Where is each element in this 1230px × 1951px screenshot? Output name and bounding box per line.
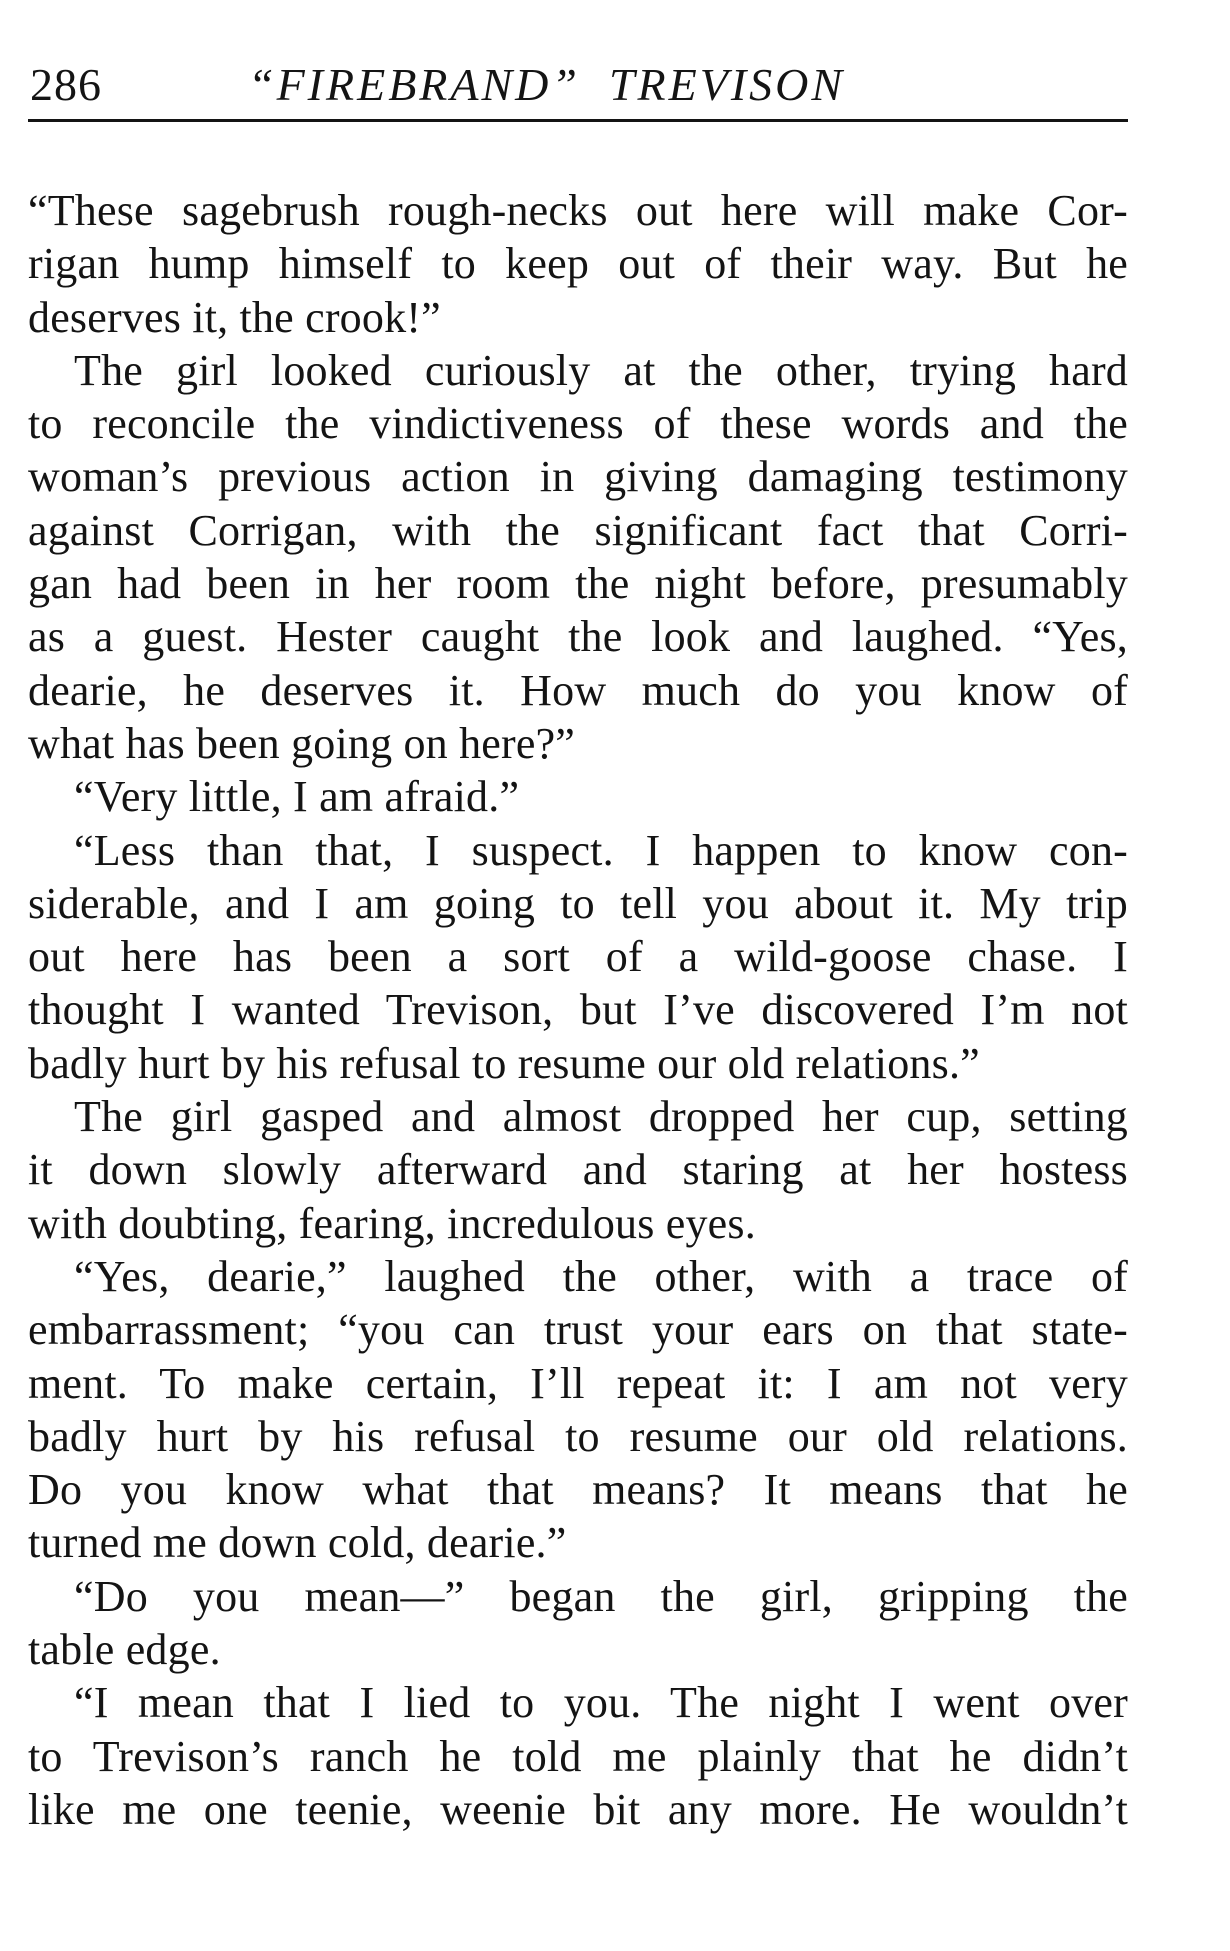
text-line: “I mean that I lied to you. The night I went over xyxy=(74,1678,1128,1728)
text-line: against Corrigan, with the significant fact that Corri- xyxy=(28,505,1128,555)
text-line: “Yes, dearie,” laughed the other, with a trace of xyxy=(74,1251,1128,1301)
text-line: embarrassment; “you can trust your ears on that state- xyxy=(28,1305,1128,1355)
text-line: as a guest. Hester caught the look and laughed. “Yes, xyxy=(28,612,1128,662)
text-line: with doubting, fearing, incredulous eyes. xyxy=(28,1198,756,1248)
text-line: badly hurt by his refusal to resume our old relations. xyxy=(28,1411,1128,1461)
text-line: what has been going on here?” xyxy=(28,718,576,768)
text-line: to Trevison’s ranch he told me plainly that he didn’t xyxy=(28,1731,1128,1781)
text-line: out here has been a sort of a wild-goose chase. I xyxy=(28,932,1128,982)
text-line: like me one teenie, weenie bit any more. He wouldn’t xyxy=(28,1784,1128,1834)
text-line: table edge. xyxy=(28,1625,221,1675)
text-line: siderable, and I am going to tell you about it. My trip xyxy=(28,878,1128,928)
text-line: turned me down cold, dearie.” xyxy=(28,1518,567,1568)
page-number: 286 xyxy=(30,59,102,110)
text-line: “Do you mean—” began the girl, gripping the xyxy=(74,1571,1128,1621)
text-line: to reconcile the vindictiveness of these words and the xyxy=(28,399,1128,449)
book-page xyxy=(28,0,1128,1951)
body-text xyxy=(28,184,1128,1836)
running-title: “FIREBRAND” TREVISON xyxy=(248,59,846,110)
text-line: ment. To make certain, I’ll repeat it: I am not very xyxy=(28,1358,1128,1408)
header-rule xyxy=(28,119,1128,122)
text-line: badly hurt by his refusal to resume our old relations.” xyxy=(28,1038,980,1088)
text-line: dearie, he deserves it. How much do you know of xyxy=(28,665,1128,715)
text-line: gan had been in her room the night before, presumably xyxy=(28,559,1128,609)
text-line: Do you know what that means? It means that he xyxy=(28,1465,1128,1515)
text-line: “Very little, I am afraid.” xyxy=(74,772,520,822)
text-line: The girl looked curiously at the other, trying hard xyxy=(74,345,1128,395)
running-head xyxy=(28,56,1128,114)
text-line: woman’s previous action in giving damaging testimony xyxy=(28,452,1128,502)
text-line: The girl gasped and almost dropped her cup, setting xyxy=(74,1092,1128,1142)
text-line: it down slowly afterward and staring at her hostess xyxy=(28,1145,1128,1195)
text-line: rigan hump himself to keep out of their way. But he xyxy=(28,239,1128,289)
text-line: deserves it, the crook!” xyxy=(28,292,441,342)
text-line: “These sagebrush rough-necks out here will make Cor- xyxy=(28,186,1128,235)
text-line: thought I wanted Trevison, but I’ve discovered I’m not xyxy=(28,985,1128,1035)
text-line: “Less than that, I suspect. I happen to know con- xyxy=(74,825,1128,875)
